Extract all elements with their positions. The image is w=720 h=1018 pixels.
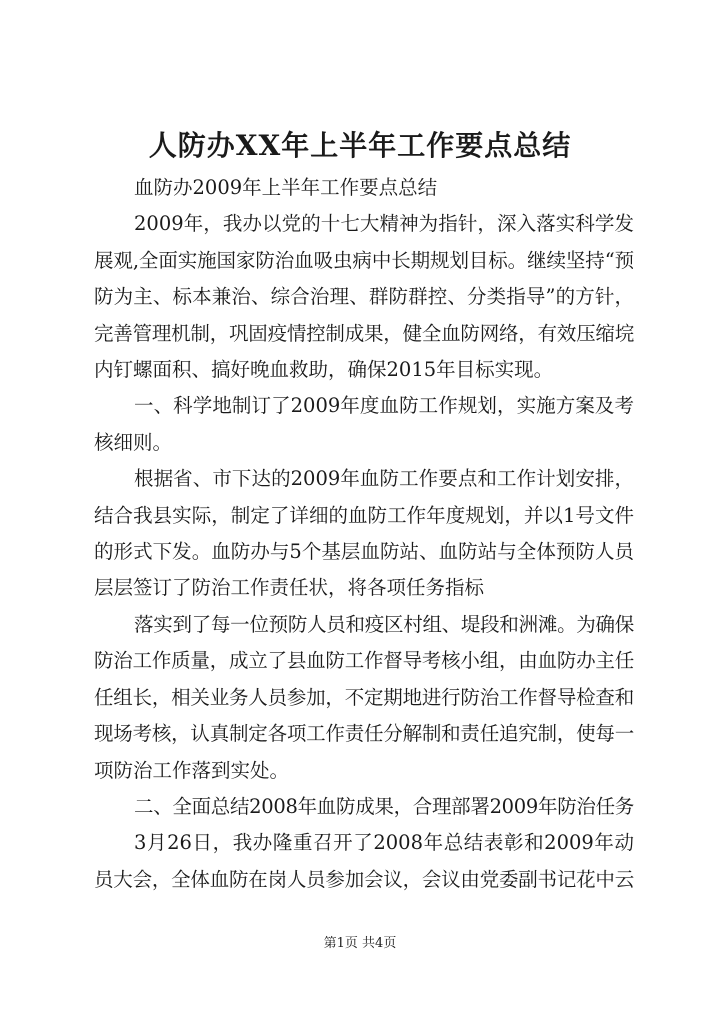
paragraph-line: 员大会，全体血防在岗人员参加会议，会议由党委副书记花中云 [94, 867, 634, 891]
paragraph-line: 根据省、市下达的2009年血防工作要点和工作计划安排， [134, 467, 634, 491]
paragraph-line: 内钉螺面积、搞好晚血救助，确保2015年目标实现。 [94, 358, 554, 382]
document-body [94, 170, 634, 898]
page-footer: 第1页 共4页 [323, 936, 397, 951]
paragraph-line: 2009年，我办以党的十七大精神为指针，深入落实科学发 [134, 212, 634, 236]
paragraph-line: 落实到了每一位预防人员和疫区村组、堤段和洲滩。为确保 [134, 612, 634, 636]
paragraph-line: 展观,全面实施国家防治血吸虫病中长期规划目标。继续坚持“预 [94, 248, 634, 272]
paragraph-line: 项防治工作落到实处。 [94, 758, 290, 782]
paragraph-line: 现场考核，认真制定各项工作责任分解制和责任追究制，使每一 [94, 722, 634, 746]
paragraph-line: 防治工作质量，成立了县血防工作督导考核小组，由血防办主任 [94, 649, 634, 673]
document-title: 人防办XX年上半年工作要点总结 [148, 129, 572, 162]
paragraph-line: 核细则。 [94, 430, 173, 454]
paragraph-line: 完善管理机制，巩固疫情控制成果，健全血防网络，有效压缩垸 [94, 321, 634, 345]
paragraph-line: 3月26日，我办隆重召开了2008年总结表彰和2009年动 [134, 831, 634, 855]
paragraph-line: 二、全面总结2008年血防成果，合理部署2009年防治任务 [134, 794, 634, 818]
paragraph-line: 血防办2009年上半年工作要点总结 [134, 176, 438, 199]
paragraph-line: 一、科学地制订了2009年度血防工作规划，实施方案及考 [134, 394, 634, 418]
paragraph-line: 防为主、标本兼治、综合治理、群防群控、分类指导”的方针， [94, 285, 634, 309]
paragraph-line: 任组长，相关业务人员参加，不定期地进行防治工作督导检查和 [94, 685, 634, 709]
paragraph-line: 层层签订了防治工作责任状，将各项任务指标 [94, 576, 485, 600]
paragraph-line: 的形式下发。血防办与5个基层血防站、血防站与全体预防人员 [94, 540, 634, 564]
paragraph-line: 结合我县实际，制定了详细的血防工作年度规划，并以1号文件 [94, 503, 634, 527]
